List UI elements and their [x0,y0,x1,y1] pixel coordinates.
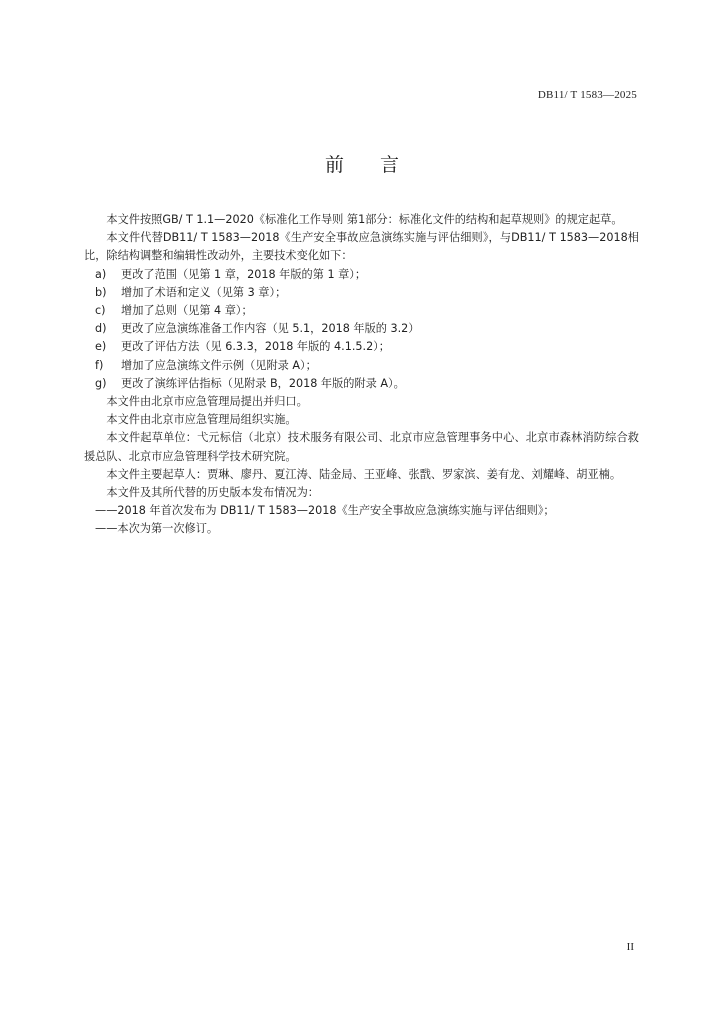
paragraph-replacement: 本文件代替DB11/ T 1583—2018《生产安全事故应急演练实施与评估细则》，与DB11/ T 1583—2018相比，除结构调整和编辑性改动外，主要技术变化如下： [84,231,639,263]
standard-number: DB11/ T 1583—2025 [537,89,637,101]
paragraph-drafting-rules: 本文件按照GB/ T 1.1—2020《标准化工作导则 第1部分：标准化文件的结构和起草规则》的规定起草。 [106,213,623,226]
page-title: 前言 [324,154,435,176]
paragraph-implementer: 本文件由北京市应急管理局组织实施。 [106,413,297,427]
change-item [84,338,639,356]
change-item [84,302,639,320]
change-item-text: 增加了总则（见第 4 章）； [121,304,253,318]
change-item-label: a) [95,267,107,281]
change-item-text: 增加了应急演练文件示例（见附录 A）； [121,358,317,372]
change-item-label: e) [95,340,107,354]
change-item-label: b) [95,285,107,299]
change-item [84,357,639,375]
change-item-text: 更改了演练评估指标（见附录 B，2018 年版的附录 A）。 [121,376,405,390]
paragraph-proposer: 本文件由北京市应急管理局提出并归口。 [106,395,308,409]
foreword-body [84,211,639,539]
paragraph-history-intro: 本文件及其所代替的历史版本发布情况为： [106,486,319,500]
history-item: ——本次为第一次修订。 [95,522,219,536]
change-item-label: c) [95,304,106,318]
change-item-text: 增加了术语和定义（见第 3 章）； [121,285,287,299]
paragraph-drafters: 本文件主要起草人：贾琳、廖丹、夏江涛、陆金局、王亚峰、张戬、罗家滨、姜有龙、刘耀峰、胡亚楠。 [106,467,622,481]
history-item: ——2018 年首次发布为 DB11/ T 1583—2018《生产安全事故应急演练实施与评估细则》； [95,504,555,518]
change-item [84,266,639,284]
change-item [84,320,639,338]
change-item-text: 更改了应急演练准备工作内容（见 5.1，2018 年版的 3.2） [121,322,420,336]
page-number: II [626,941,634,953]
change-item-text: 更改了范围（见第 1 章，2018 年版的第 1 章）； [121,267,367,281]
paragraph-drafting-units: 本文件起草单位：弋元标信（北京）技术服务有限公司、北京市应急管理事务中心、北京市森林消防综合救援总队、北京市应急管理科学技术研究院。 [84,431,639,463]
change-item-label: f) [95,358,104,372]
change-item-label: d) [95,322,107,336]
change-item [84,375,639,393]
change-item-label: g) [95,376,107,390]
change-item-text: 更改了评估方法（见 6.3.3，2018 年版的 4.1.5.2）； [121,340,390,354]
change-item [84,284,639,302]
